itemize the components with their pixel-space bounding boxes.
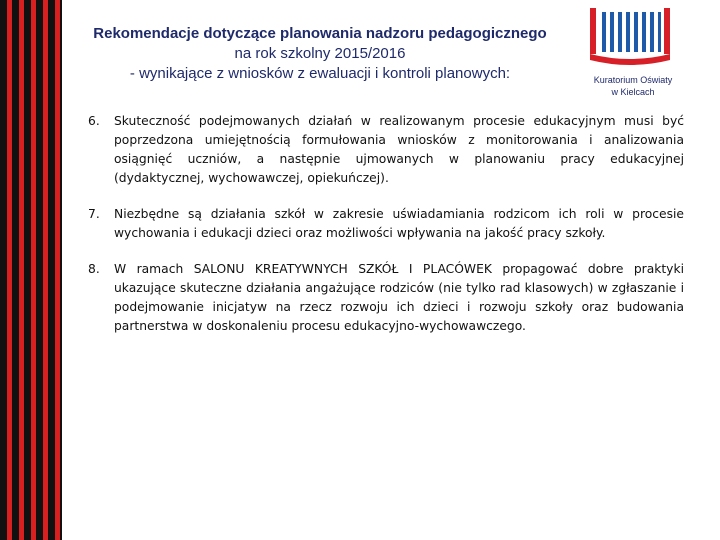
book-logo-icon [582, 4, 682, 72]
kuratorium-logo [578, 4, 688, 98]
title-line-3: - wynikające z wniosków z ewaluacji i kontroli planowych: [129, 65, 511, 82]
logo-caption [578, 74, 688, 98]
item-text: W ramach SALONU KREATYWNYCH SZKÓŁ I PLACÓWEK propagować dobre praktyki ukazujące skuteczne działania angażujące rodziców (nie tylko rad klasowych) w zgłaszanie i podejmowanie inicjatyw na rzecz rozwoju ich dzieci i rozwoju szkoły oraz budowania partnerstwa w doskonaleniu procesu edukacyjno-wychowawczego. [114, 262, 684, 333]
item-number: 8. [88, 262, 100, 276]
logo-caption-line-2: w Kielcach [611, 87, 655, 97]
item-number: 7. [88, 207, 100, 221]
item-number: 6. [88, 114, 100, 128]
item-text: Niezbędne są działania szkół w zakresie uświadamiania rodzicom ich roli w procesie wychowania i edukacji dzieci oraz możliwości wpływania na jakość pracy szkoły. [114, 207, 684, 240]
logo-caption-line-1: Kuratorium Oświaty [593, 75, 673, 85]
title-line-2: na rok szkolny 2015/2016 [234, 45, 406, 62]
slide-title [80, 24, 560, 84]
item-text: Skuteczność podejmowanych działań w realizowanym procesie edukacyjnym musi być poprzedzona umiejętnością formułowania wniosków z monitorowania i analizowania osiągnięć uczniów, a następnie ujmowanych w planowaniu pracy edukacyjnej (dydaktycznej, wychowawczej, opiekuńczej). [114, 114, 684, 185]
list-item [88, 260, 684, 336]
list-item [88, 112, 684, 188]
recommendations-list [88, 112, 684, 353]
decorative-stripes [0, 0, 62, 540]
title-line-1: Rekomendacje dotyczące planowania nadzoru pedagogicznego [93, 25, 547, 42]
list-item [88, 205, 684, 243]
